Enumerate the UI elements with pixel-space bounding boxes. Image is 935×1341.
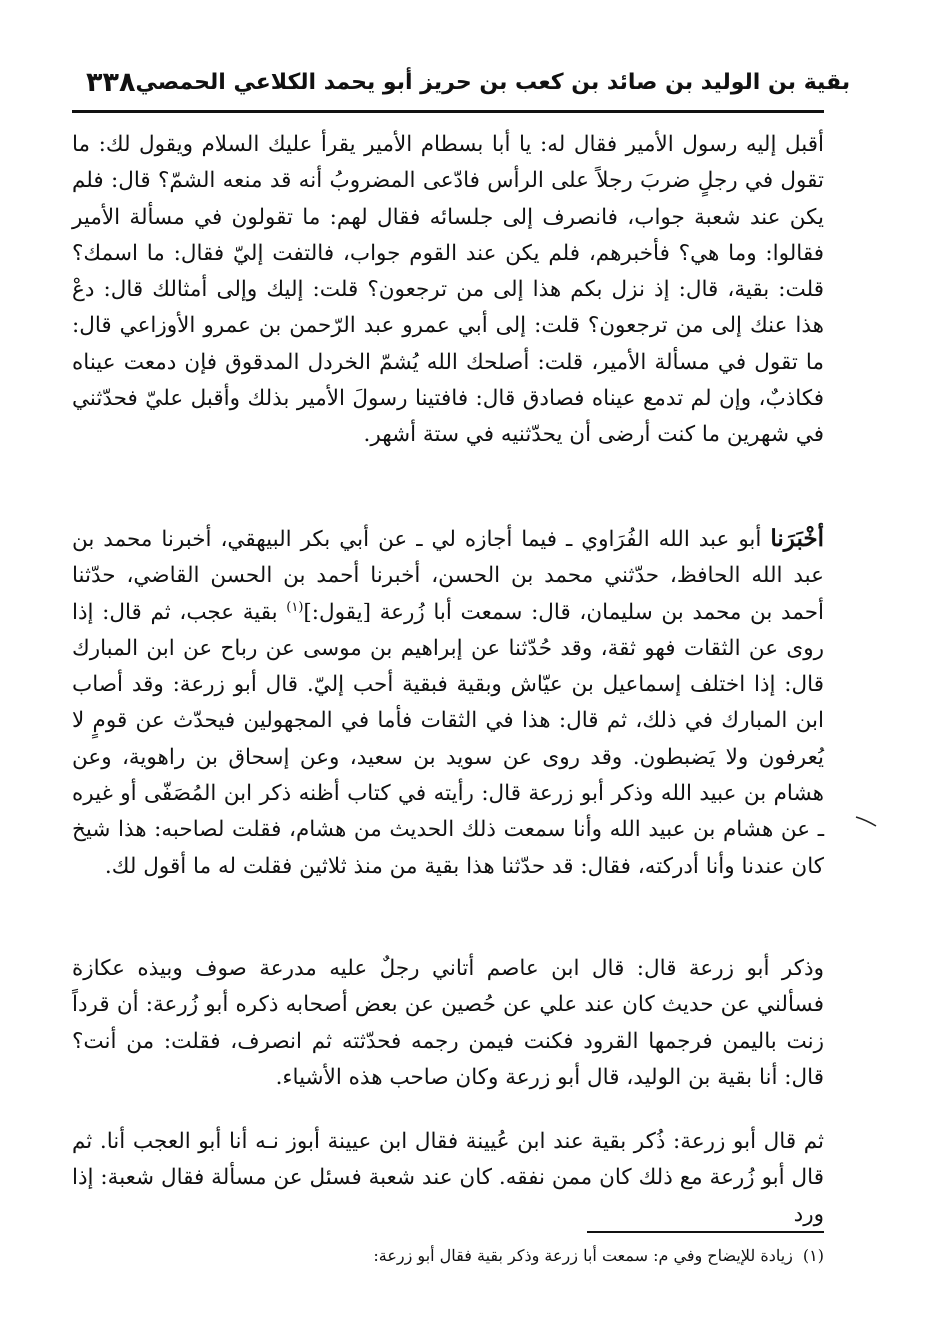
footnote-number: (١) [802,1246,824,1265]
footnote-reference: (١) [286,599,304,615]
running-title: بقية بن الوليد بن صائد بن كعب بن حريز أبو يحمد الكلاعي الحمصي [135,69,851,95]
paragraph-2-text [72,521,824,885]
paragraph-4-text: ثم قال أبو زرعة: ذُكر بقية عند ابن عُيينة فقال ابن عيينة أبوز نـه أنا أبو العجب أنا. ثم قال أبو زُرعة مع ذلك كان ممن نفقه. كان عند شعبة فسئل عن مسألة فقال شعبة: إذا ورد [72,1129,824,1227]
page-number: ٣٣٨ [86,66,136,98]
page-header [72,58,851,106]
paragraph-4 [72,1124,824,1233]
paragraph-1 [72,127,824,454]
footnote [72,1243,824,1269]
paragraph-2-part-b: بقية عجب، ثم قال: إذا روى عن الثقات فهو ثقة، وقد حُدّثنا عن إبراهيم بن موسى عن رباح عن ابن المبارك قال: إذا اختلف إسماعيل بن عيّاش وبقية فبقية أحب إليّ. قال أبو زرعة: وقد أصاب ابن المبارك في ذلك، ثم قال: هذا في الثقات فأما في المجهولين فيحدّث عن قومٍ لا يُعرفون ولا يَضبطون. وقد روى عن سويد بن سعيد، وعن إسحاق بن راهوية، وعن هشام بن عبيد الله وذكر أبو زرعة قال: رأيته في كتاب أظنه ذكر ابن المُصَفّى أو غيره ـ عن هشام بن عبيد الله وأنا سمعت ذلك الحديث من هشام، فقلت لصاحبه: هذا شيخ كان عندنا وأنا أدركته، فقال: قد حدّثنا هذا بقية من منذ ثلاثين فقلت له ما أقول لك. [72,599,824,879]
paragraph-3-text: وذكر أبو زرعة قال: قال ابن عاصم أتاني رجلٌ عليه مدرعة صوف وبيذه عكازة فسألني عن حديث كان عند علي عن حُصين عن بعض أصحابه ذكره أبو زُرعة: أن قرداً زنت باليمن فرجمها القرود فكنت فيمن رجمه فحدّثته ثم انصرف، فقلت: من أنت؟ قال: أنا بقية بن الوليد، قال أبو زرعة وكان صاحب هذه الأشياء. [72,956,824,1090]
footnote-text: زيادة للإيضاح وفي م: سمعت أبا زرعة وذكر بقية فقال أبو زرعة: [373,1246,793,1265]
paragraph-1-text: أقبل إليه رسول الأمير فقال له: يا أبا بسطام الأمير يقرأ عليك السلام ويقول لك: ما تقول في رجلٍ ضربَ رجلاً على الرأس فادّعى المضروبُ أنه قد منعه الشمّ؟ قال: فلم يكن عند شعبة جواب، فانصرف إلى جلسائه فقال لهم: ما تقولون في مسألة الأمير فقالوا: وما هي؟ فأخبرهم، فلم يكن عند القوم جواب، فالتفت إليّ فقال: ما اسمك؟ قلت: بقية، قال: إذ نزل بكم هذا إلى من ترجعون؟ قلت: إليك وإلى أمثالك قال: دعْ هذا عنك إلى من ترجعون؟ قلت: إلى أبي عمرو عبد الرّحمن بن عمرو الأوزاعي قال: ما تقول في مسألة الأمير، قلت: أصلحك الله يُشمّ الخردل المدقوق فإن دمعت عيناه فكاذبٌ، وإن لم تدمع عيناه فصادق قال: فافتينا رسولَ الأمير بذلك وأقبل عليّ فحدّثني في شهرين ما كنت أرضى أن يحدّثنيه في ستة أشهر. [72,132,824,448]
margin-pen-mark [854,814,878,828]
footnote-rule [587,1231,824,1233]
paragraph-3 [72,951,824,1096]
header-rule [72,110,824,113]
paragraph-lead-word: أخْبَرَنا [770,525,824,552]
paragraph-2 [72,521,824,885]
paragraph-2-part-a: أبو عبد الله الفُرَاوي ـ فيما أجازه لي ـ عن أبي بكر البيهقي، أخبرنا محمد بن عبد الله الحافظ، حدّثني محمد بن الحسن، أخبرنا أحمد بن الحسن القاضي، حدّثنا أحمد بن محمد بن سليمان، قال: سمعت أبا زُرعة [يقول:] [72,527,825,625]
